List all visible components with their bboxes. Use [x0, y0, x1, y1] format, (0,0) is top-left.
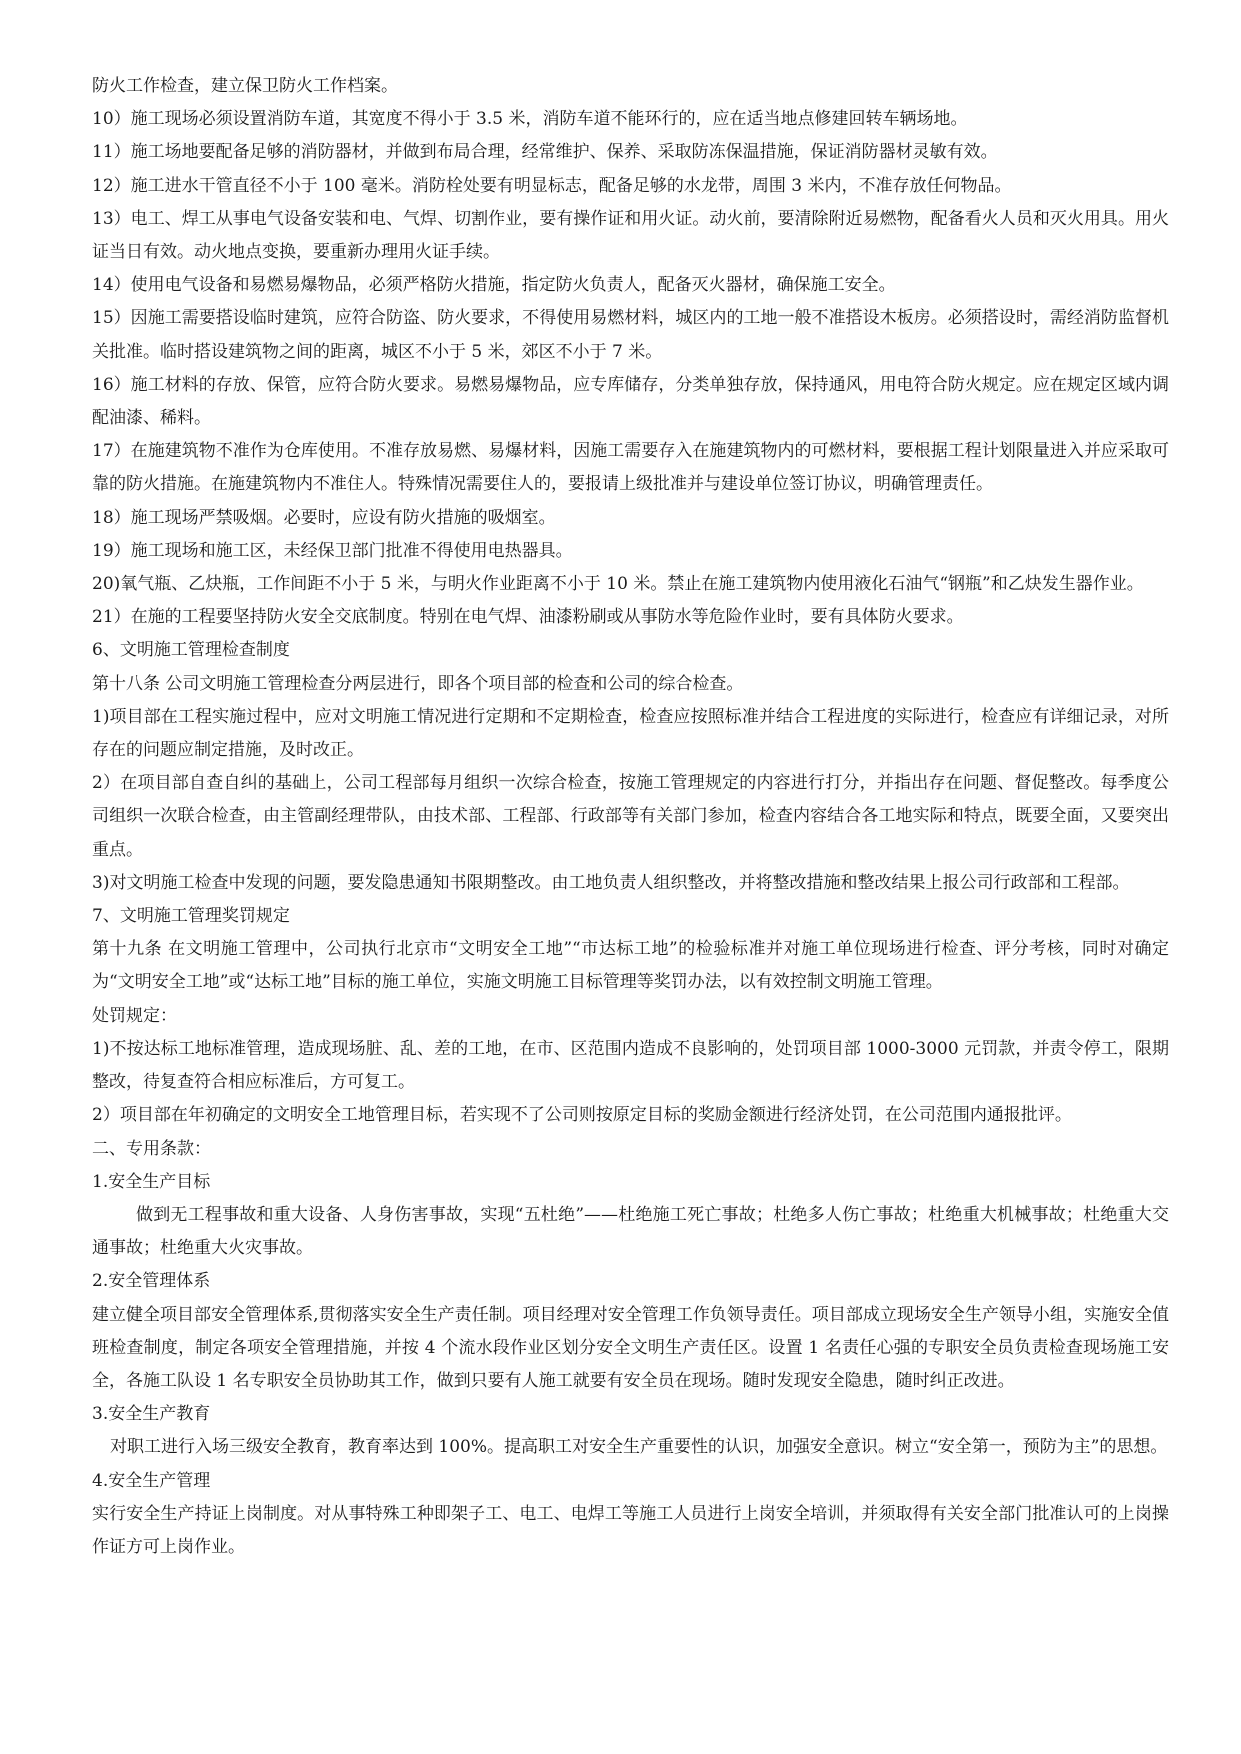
paragraph-item-12: 12）施工进水干管直径不小于 100 毫米。消防栓处要有明显标志，配备足够的水龙带，周围 3 米内，不准存放任何物品。 — [92, 175, 1012, 196]
penalty-heading: 处罚规定： — [92, 1005, 177, 1026]
subheading-safety-goal: 1.安全生产目标 — [92, 1171, 211, 1192]
paragraph-item-11: 11）施工场地要配备足够的消防器材，并做到布局合理，经常维护、保养、采取防冻保温措施，保证消防器材灵敏有效。 — [92, 142, 998, 163]
subheading-safety-management: 4.安全生产管理 — [92, 1470, 211, 1491]
paragraph-item-21: 21）在施的工程要坚持防火安全交底制度。特别在电气焊、油漆粉刷或从事防水等危险作业时，要有具体防火要求。 — [92, 607, 964, 628]
part-two-heading: 二、专用条款： — [92, 1138, 211, 1159]
paragraph-safety-system: 建立健全项目部安全管理体系,贯彻落实安全生产责任制。项目经理对安全管理工作负领导责任。项目部成立现场安全生产领导小组，实施安全值班检查制度，制定各项安全管理措施，并按 4 个流水段作业区划分安全文明生产责任区。设置 1 名责任心强的专职安全员负责检查现场施工安全，各施工队设 1 名专职安全员协助其工作，做到只要有人施工就要有安全员在现场。随时发现安全隐患，随时纠正改进。 — [92, 1304, 1169, 1391]
paragraph-item-17: 17）在施建筑物不准作为仓库使用。不准存放易燃、易爆材料，因施工需要存入在施建筑物内的可燃材料，要根据工程计划限量进入并应采取可靠的防火措施。在施建筑物内不准住人。特殊情况需要住人的，要报请上级批准并与建设单位签订协议，明确管理责任。 — [92, 441, 1169, 495]
paragraph-safety-goal: 做到无工程事故和重大设备、人身伤害事故，实现“五杜绝”——杜绝施工死亡事故；杜绝多人伤亡事故；杜绝重大机械事故；杜绝重大交通事故；杜绝重大火灾事故。 — [92, 1204, 1169, 1259]
paragraph-item-13: 13）电工、焊工从事电气设备安装和电、气焊、切割作业，要有操作证和用火证。动火前，要清除附近易燃物，配备看火人员和灭火用具。用火证当日有效。动火地点变换，要重新办理用火证手续。 — [92, 208, 1169, 263]
section-heading-7: 7、文明施工管理奖罚规定 — [92, 906, 290, 927]
subheading-safety-education: 3.安全生产教育 — [92, 1404, 211, 1425]
paragraph-inspection-1: 1)项目部在工程实施过程中，应对文明施工情况进行定期和不定期检查，检查应按照标准并结合工程进度的实际进行，检查应有详细记录，对所存在的问题应制定措施，及时改正。 — [92, 706, 1169, 761]
article-18: 第十八条 公司文明施工管理检查分两层进行，即各个项目部的检查和公司的综合检查。 — [92, 673, 744, 694]
paragraph-item-14: 14）使用电气设备和易燃易爆物品，必须严格防火措施，指定防火负责人，配备灭火器材，确保施工安全。 — [92, 275, 896, 296]
penalty-item-1: 1)不按达标工地标准管理，造成现场脏、乱、差的工地，在市、区范围内造成不良影响的，处罚项目部 1000-3000 元罚款，并责令停工，限期整改，待复查符合相应标准后，方可复工。 — [92, 1038, 1169, 1093]
section-heading-6: 6、文明施工管理检查制度 — [92, 640, 290, 661]
paragraph-safety-education: 对职工进行入场三级安全教育，教育率达到 100%。提高职工对安全生产重要性的认识，加强安全意识。树立“安全第一，预防为主”的思想。 — [110, 1437, 1168, 1458]
paragraph-item-16: 16）施工材料的存放、保管，应符合防火要求。易燃易爆物品，应专库储存，分类单独存放，保持通风，用电符合防火规定。应在规定区域内调配油漆、稀料。 — [92, 374, 1169, 429]
paragraph-item-19: 19）施工现场和施工区，未经保卫部门批准不得使用电热器具。 — [92, 540, 573, 561]
paragraph-item-20: 20)氧气瓶、乙炔瓶，工作间距不小于 5 米，与明火作业距离不小于 10 米。禁止在施工建筑物内使用液化石油气“钢瓶”和乙炔发生器作业。 — [92, 574, 1144, 595]
paragraph-item-18: 18）施工现场严禁吸烟。必要时，应设有防火措施的吸烟室。 — [92, 507, 556, 528]
paragraph-fire-inspection-archive: 防火工作检查，建立保卫防火工作档案。 — [92, 76, 398, 96]
subheading-safety-system: 2.安全管理体系 — [92, 1271, 211, 1292]
article-19: 第十九条 在文明施工管理中，公司执行北京市“文明安全工地”“市达标工地”的检验标准并对施工单位现场进行检查、评分考核，同时对确定为“文明安全工地”或“达标工地”目标的施工单位，实施文明施工目标管理等奖罚办法，以有效控制文明施工管理。 — [92, 939, 1169, 993]
paragraph-item-15: 15）因施工需要搭设临时建筑，应符合防盗、防火要求，不得使用易燃材料，城区内的工地一般不准搭设木板房。必须搭设时，需经消防监督机关批准。临时搭设建筑物之间的距离，城区不小于 5 米，郊区不小于 7 米。 — [92, 308, 1169, 362]
paragraph-item-10: 10）施工现场必须设置消防车道，其宽度不得小于 3.5 米，消防车道不能环行的，应在适当地点修建回转车辆场地。 — [92, 109, 968, 130]
paragraph-safety-management: 实行安全生产持证上岗制度。对从事特殊工种即架子工、电工、电焊工等施工人员进行上岗安全培训，并须取得有关安全部门批准认可的上岗操作证方可上岗作业。 — [92, 1503, 1169, 1557]
paragraph-inspection-2: 2）在项目部自查自纠的基础上，公司工程部每月组织一次综合检查，按施工管理规定的内容进行打分，并指出存在问题、督促整改。每季度公司组织一次联合检查，由主管副经理带队，由技术部、工程部、行政部等有关部门参加，检查内容结合各工地实际和特点，既要全面，又要突出重点。 — [92, 773, 1169, 860]
paragraph-inspection-3: 3)对文明施工检查中发现的问题，要发隐患通知书限期整改。由工地负责人组织整改，并将整改措施和整改结果上报公司行政部和工程部。 — [92, 872, 1130, 893]
penalty-item-2: 2）项目部在年初确定的文明安全工地管理目标，若实现不了公司则按原定目标的奖励金额进行经济处罚，在公司范围内通报批评。 — [92, 1105, 1072, 1126]
